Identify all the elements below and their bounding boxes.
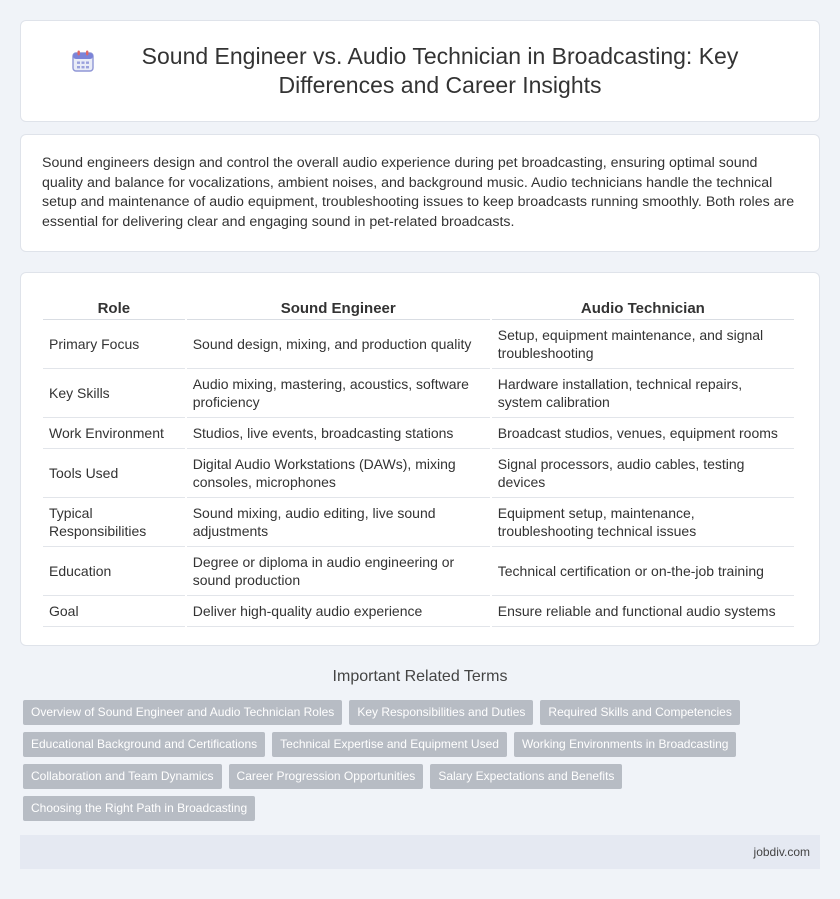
sound-engineer-cell: Audio mixing, mastering, acoustics, software proficiency — [187, 369, 490, 418]
row-label: Key Skills — [43, 369, 185, 418]
audio-technician-cell: Technical certification or on-the-job training — [492, 547, 794, 596]
related-term-tag[interactable]: Key Responsibilities and Duties — [349, 700, 533, 725]
audio-technician-cell: Broadcast studios, venues, equipment rooms — [492, 418, 794, 449]
header-sound-engineer: Sound Engineer — [187, 295, 490, 320]
related-term-tag[interactable]: Educational Background and Certifications — [23, 732, 265, 757]
table-row — [43, 547, 794, 596]
related-term-tag[interactable]: Technical Expertise and Equipment Used — [272, 732, 507, 757]
row-label: Goal — [43, 596, 185, 627]
sound-engineer-cell: Sound mixing, audio editing, live sound adjustments — [187, 498, 490, 547]
table-row — [43, 449, 794, 498]
sound-engineer-cell: Degree or diploma in audio engineering or sound production — [187, 547, 490, 596]
table-row — [43, 369, 794, 418]
sound-engineer-cell: Studios, live events, broadcasting stations — [187, 418, 490, 449]
related-term-tag[interactable]: Career Progression Opportunities — [229, 764, 424, 789]
related-term-tag[interactable]: Collaboration and Team Dynamics — [23, 764, 222, 789]
intro-card — [20, 134, 820, 252]
related-term-tag[interactable]: Required Skills and Competencies — [540, 700, 739, 725]
table-row — [43, 418, 794, 449]
footer — [20, 835, 820, 869]
audio-technician-cell: Setup, equipment maintenance, and signal troubleshooting — [492, 320, 794, 369]
related-term-tag[interactable]: Choosing the Right Path in Broadcasting — [23, 796, 255, 821]
table-row — [43, 320, 794, 369]
table-row — [43, 596, 794, 627]
row-label: Primary Focus — [43, 320, 185, 369]
related-term-tag[interactable]: Overview of Sound Engineer and Audio Technician Roles — [23, 700, 342, 725]
related-terms-title: Important Related Terms — [332, 668, 508, 685]
row-label: Typical Responsibilities — [43, 498, 185, 547]
row-label: Education — [43, 547, 185, 596]
page-title: Sound Engineer vs. Audio Technician in Broadcasting: Key Differences and Career Insights — [141, 43, 739, 98]
sound-engineer-cell: Sound design, mixing, and production quality — [187, 320, 490, 369]
title-wrap — [70, 42, 770, 100]
header-card — [20, 20, 820, 122]
related-terms-list — [23, 700, 803, 828]
footer-site-link[interactable]: jobdiv.com — [753, 845, 810, 859]
comparison-table — [41, 295, 796, 627]
header-audio-technician: Audio Technician — [492, 295, 794, 320]
related-term-tag[interactable]: Working Environments in Broadcasting — [514, 732, 737, 757]
table-header-row — [43, 295, 794, 320]
audio-technician-cell: Hardware installation, technical repairs, system calibration — [492, 369, 794, 418]
comparison-card — [20, 272, 820, 646]
calendar-icon — [70, 48, 96, 74]
intro-paragraph: Sound engineers design and control the overall audio experience during pet broadcasting, ensuring optimal sound quality and balance for vocalizations, ambient noises, and background music. Audio technicians handle the technical setup and maintenance of audio equipment, troubleshooting issues to keep broadcasts running smoothly. Both roles are essential for delivering clear and engaging sound in pet-related broadcasts. — [42, 155, 795, 230]
audio-technician-cell: Equipment setup, maintenance, troubleshooting technical issues — [492, 498, 794, 547]
audio-technician-cell: Ensure reliable and functional audio systems — [492, 596, 794, 627]
related-term-tag[interactable]: Salary Expectations and Benefits — [430, 764, 622, 789]
sound-engineer-cell: Deliver high-quality audio experience — [187, 596, 490, 627]
audio-technician-cell: Signal processors, audio cables, testing devices — [492, 449, 794, 498]
row-label: Work Environment — [43, 418, 185, 449]
table-row — [43, 498, 794, 547]
header-role: Role — [43, 295, 185, 320]
row-label: Tools Used — [43, 449, 185, 498]
sound-engineer-cell: Digital Audio Workstations (DAWs), mixing consoles, microphones — [187, 449, 490, 498]
